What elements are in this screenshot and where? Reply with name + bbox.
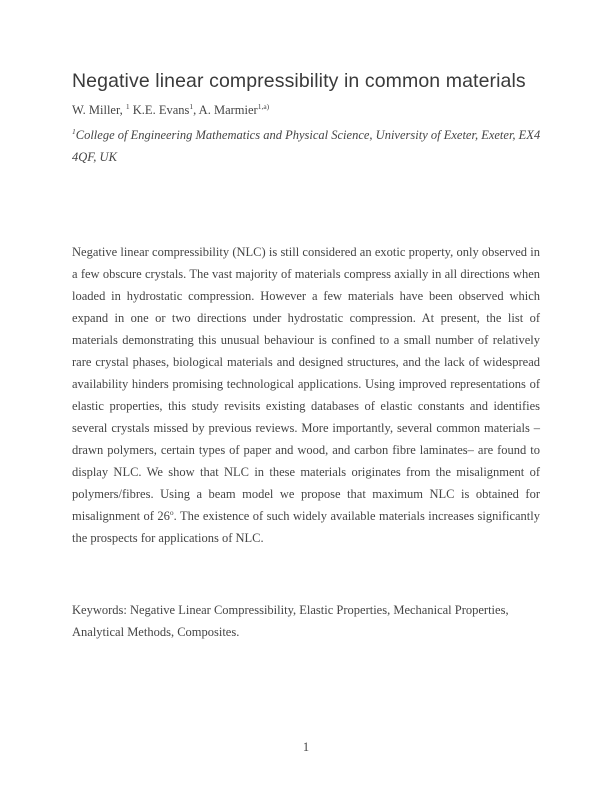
abstract bbox=[72, 241, 540, 549]
abstract-text-part-2: . The existence of such widely available materials increases significantly the prospects for applications of NLC. bbox=[72, 509, 540, 545]
affiliation-mark: 1 bbox=[72, 126, 76, 136]
degree-symbol: o bbox=[169, 507, 174, 517]
paper-title: Negative linear compressibility in common materials bbox=[72, 70, 526, 92]
author-1-name: W. Miller, bbox=[72, 103, 123, 117]
author-3-name: , A. Marmier bbox=[193, 103, 258, 117]
author-list bbox=[72, 103, 269, 118]
author-1-affiliation-mark: 1 bbox=[125, 101, 130, 111]
affiliation-line-2: 4QF, UK bbox=[72, 150, 117, 164]
keywords: Keywords: Negative Linear Compressibility, Elastic Properties, Mechanical Properties, Analytical Methods, Composites. bbox=[72, 603, 509, 639]
author-2-affiliation-mark: 1 bbox=[189, 101, 194, 111]
affiliation bbox=[72, 124, 552, 168]
affiliation-line-1: College of Engineering Mathematics and Physical Science, University of Exeter, Exeter, EX4 bbox=[75, 128, 541, 142]
author-3-affiliation-mark: 1,a) bbox=[257, 101, 270, 111]
author-2-name: K.E. Evans bbox=[132, 103, 190, 117]
abstract-text-part-1: Negative linear compressibility (NLC) is still considered an exotic property, only observed in a few obscure crystals. The vast majority of materials compress axially in all directions when loaded in hydrostatic compression. However a few materials have been observed which expand in one or two directions under hydrostatic compression. At present, the list of materials demonstrating this unusual behaviour is confined to a small number of relatively rare crystal phases, biological materials and designed structures, and the lack of widespread availability hinders promising technological applications. Using improved representations of elastic properties, this study revisits existing databases of elastic constants and identifies several crystals missed by previous reviews. More importantly, several common materials –drawn polymers, certain types of paper and wood, and carbon fibre laminates– are found to display NLC. We show that NLC in these materials originates from the misalignment of polymers/fibres. Using a beam model we propose that maximum NLC is obtained for misalignment of 26 bbox=[72, 245, 540, 523]
page-number: 1 bbox=[302, 740, 310, 754]
